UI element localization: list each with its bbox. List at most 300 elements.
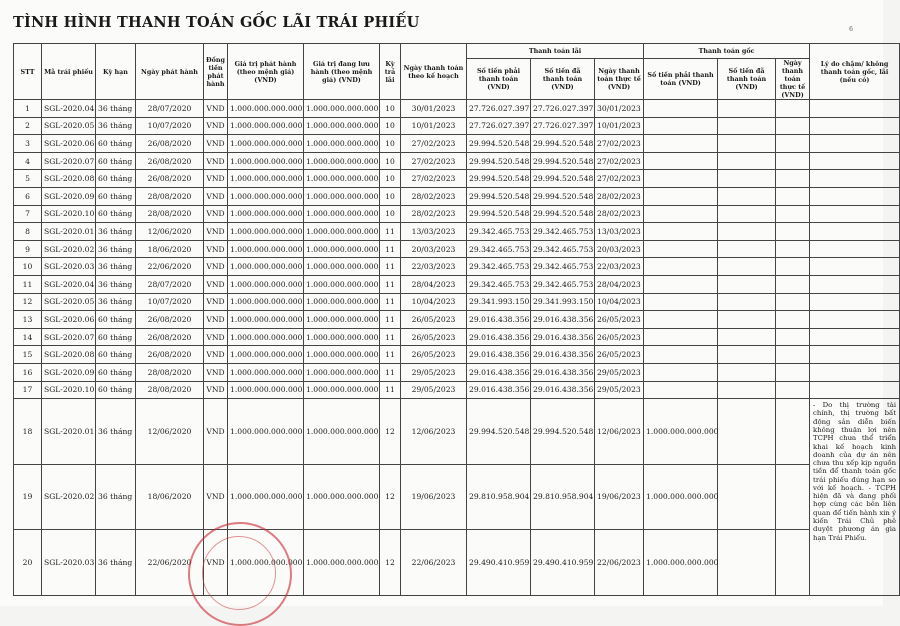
- cell-issue-date: 26/08/2020: [136, 311, 204, 329]
- cell-stt: 8: [14, 223, 42, 241]
- cell-principal-paid: [718, 328, 776, 346]
- cell-currency: VND: [204, 240, 228, 258]
- cell-currency: VND: [204, 223, 228, 241]
- table-row: [14, 275, 900, 293]
- cell-interest-paid: 29.994.520.548: [531, 135, 595, 153]
- cell-reason: [810, 363, 900, 381]
- cell-planned-date: 28/02/2023: [401, 205, 467, 223]
- cell-term: 60 tháng: [96, 381, 136, 399]
- cell-planned-date: 29/05/2023: [401, 381, 467, 399]
- table-row: [14, 170, 900, 188]
- cell-principal-actual-date: [776, 223, 810, 241]
- cell-issue-value: 1.000.000.000.000: [228, 240, 304, 258]
- cell-principal-paid: [718, 311, 776, 329]
- cell-term: 36 tháng: [96, 100, 136, 118]
- table-row: [14, 100, 900, 118]
- cell-stt: 12: [14, 293, 42, 311]
- cell-issue-value: 1.000.000.000.000: [228, 328, 304, 346]
- cell-interest-paid: 29.016.438.356: [531, 311, 595, 329]
- cell-issue-date: 22/06/2020: [136, 530, 204, 596]
- cell-interest-paid: 29.342.465.753: [531, 258, 595, 276]
- cell-period: 11: [380, 363, 401, 381]
- cell-interest-due: 29.994.520.548: [467, 399, 531, 465]
- cell-stt: 14: [14, 328, 42, 346]
- cell-principal-actual-date: [776, 311, 810, 329]
- cell-issue-date: 26/08/2020: [136, 328, 204, 346]
- table-body: [14, 100, 900, 596]
- cell-planned-date: 12/06/2023: [401, 399, 467, 465]
- cell-interest-actual-date: 28/02/2023: [595, 205, 644, 223]
- cell-principal-due: [644, 275, 718, 293]
- cell-code: SGL-2020.01: [42, 223, 96, 241]
- cell-principal-paid: [718, 399, 776, 465]
- cell-interest-paid: 29.490.410.959: [531, 530, 595, 596]
- header-principal-due: Số tiền phải thanh toán (VND): [644, 59, 718, 100]
- cell-interest-actual-date: 27/02/2023: [595, 152, 644, 170]
- cell-principal-paid: [718, 187, 776, 205]
- cell-interest-actual-date: 26/05/2023: [595, 328, 644, 346]
- cell-planned-date: 27/02/2023: [401, 135, 467, 153]
- cell-interest-due: 27.726.027.397: [467, 117, 531, 135]
- cell-principal-due: [644, 381, 718, 399]
- cell-period: 11: [380, 311, 401, 329]
- cell-interest-actual-date: 28/02/2023: [595, 187, 644, 205]
- cell-outstanding: 1.000.000.000.000: [304, 293, 380, 311]
- header-period: Kỳ trả lãi: [380, 44, 401, 100]
- cell-stt: 16: [14, 363, 42, 381]
- cell-interest-paid: 27.726.027.397: [531, 100, 595, 118]
- cell-currency: VND: [204, 346, 228, 364]
- cell-principal-actual-date: [776, 187, 810, 205]
- cell-stt: 6: [14, 187, 42, 205]
- cell-issue-value: 1.000.000.000.000: [228, 293, 304, 311]
- cell-outstanding: 1.000.000.000.000: [304, 187, 380, 205]
- cell-planned-date: 27/02/2023: [401, 170, 467, 188]
- table-row: [14, 328, 900, 346]
- cell-currency: VND: [204, 187, 228, 205]
- cell-code: SGL-2020.06: [42, 311, 96, 329]
- cell-period: 12: [380, 464, 401, 530]
- cell-outstanding: 1.000.000.000.000: [304, 530, 380, 596]
- cell-currency: VND: [204, 293, 228, 311]
- cell-principal-due: [644, 117, 718, 135]
- cell-period: 11: [380, 258, 401, 276]
- cell-term: 36 tháng: [96, 258, 136, 276]
- cell-term: 60 tháng: [96, 187, 136, 205]
- cell-reason: [810, 205, 900, 223]
- cell-term: 60 tháng: [96, 346, 136, 364]
- cell-code: SGL-2020.08: [42, 346, 96, 364]
- cell-stt: 13: [14, 311, 42, 329]
- cell-interest-paid: 29.994.520.548: [531, 187, 595, 205]
- cell-issue-value: 1.000.000.000.000: [228, 223, 304, 241]
- cell-planned-date: 29/05/2023: [401, 363, 467, 381]
- cell-interest-paid: 29.016.438.356: [531, 363, 595, 381]
- cell-interest-actual-date: 10/01/2023: [595, 117, 644, 135]
- cell-stt: 4: [14, 152, 42, 170]
- cell-interest-actual-date: 12/06/2023: [595, 399, 644, 465]
- cell-term: 60 tháng: [96, 152, 136, 170]
- cell-principal-actual-date: [776, 100, 810, 118]
- cell-reason: [810, 328, 900, 346]
- cell-stt: 2: [14, 117, 42, 135]
- cell-outstanding: 1.000.000.000.000: [304, 381, 380, 399]
- cell-code: SGL-2020.05: [42, 117, 96, 135]
- cell-currency: VND: [204, 135, 228, 153]
- cell-principal-actual-date: [776, 117, 810, 135]
- cell-issue-value: 1.000.000.000.000: [228, 346, 304, 364]
- cell-currency: VND: [204, 258, 228, 276]
- page-title: TÌNH HÌNH THANH TOÁN GỐC LÃI TRÁI PHIẾU: [13, 14, 420, 31]
- cell-planned-date: 20/03/2023: [401, 240, 467, 258]
- header-code: Mã trái phiếu: [42, 44, 96, 100]
- table-row: [14, 464, 900, 530]
- company-seal-inner-ring: [202, 536, 276, 610]
- cell-principal-paid: [718, 240, 776, 258]
- cell-principal-paid: [718, 464, 776, 530]
- cell-principal-paid: [718, 152, 776, 170]
- cell-principal-due: 1.000.000.000.000: [644, 399, 718, 465]
- cell-principal-due: [644, 346, 718, 364]
- cell-term: 36 tháng: [96, 223, 136, 241]
- table-row: [14, 135, 900, 153]
- cell-interest-actual-date: 22/06/2023: [595, 530, 644, 596]
- cell-principal-due: [644, 258, 718, 276]
- cell-interest-due: 29.342.465.753: [467, 275, 531, 293]
- cell-reason: [810, 223, 900, 241]
- cell-outstanding: 1.000.000.000.000: [304, 464, 380, 530]
- cell-principal-actual-date: [776, 381, 810, 399]
- cell-issue-value: 1.000.000.000.000: [228, 258, 304, 276]
- cell-reason: [810, 100, 900, 118]
- cell-outstanding: 1.000.000.000.000: [304, 240, 380, 258]
- cell-planned-date: 30/01/2023: [401, 100, 467, 118]
- cell-term: 36 tháng: [96, 240, 136, 258]
- cell-principal-paid: [718, 205, 776, 223]
- cell-outstanding: 1.000.000.000.000: [304, 275, 380, 293]
- cell-principal-paid: [718, 223, 776, 241]
- cell-interest-paid: 29.342.465.753: [531, 240, 595, 258]
- cell-code: SGL-2020.02: [42, 464, 96, 530]
- cell-outstanding: 1.000.000.000.000: [304, 170, 380, 188]
- cell-issue-value: 1.000.000.000.000: [228, 381, 304, 399]
- cell-issue-value: 1.000.000.000.000: [228, 311, 304, 329]
- cell-period: 12: [380, 399, 401, 465]
- header-currency: Đồng tiền phát hành: [204, 44, 228, 100]
- cell-currency: VND: [204, 530, 228, 596]
- table-row: [14, 205, 900, 223]
- cell-reason: [810, 275, 900, 293]
- header-principal-group: Thanh toán gốc: [644, 44, 810, 59]
- cell-term: 36 tháng: [96, 275, 136, 293]
- cell-code: SGL-2020.07: [42, 328, 96, 346]
- cell-period: 11: [380, 346, 401, 364]
- cell-stt: 20: [14, 530, 42, 596]
- table-row: [14, 311, 900, 329]
- cell-principal-actual-date: [776, 293, 810, 311]
- cell-currency: VND: [204, 311, 228, 329]
- cell-reason: [810, 135, 900, 153]
- cell-principal-actual-date: [776, 346, 810, 364]
- cell-stt: 15: [14, 346, 42, 364]
- cell-principal-paid: [718, 117, 776, 135]
- cell-interest-paid: 29.994.520.548: [531, 205, 595, 223]
- cell-issue-date: 22/06/2020: [136, 258, 204, 276]
- cell-principal-paid: [718, 530, 776, 596]
- cell-issue-value: 1.000.000.000.000: [228, 399, 304, 465]
- cell-principal-paid: [718, 135, 776, 153]
- cell-reason: [810, 346, 900, 364]
- cell-currency: VND: [204, 275, 228, 293]
- cell-interest-due: 29.810.958.904: [467, 464, 531, 530]
- cell-period: 10: [380, 135, 401, 153]
- cell-interest-paid: 29.016.438.356: [531, 328, 595, 346]
- cell-interest-actual-date: 19/06/2023: [595, 464, 644, 530]
- header-interest-due: Số tiền phải thanh toán (VND): [467, 59, 531, 100]
- cell-period: 11: [380, 381, 401, 399]
- header-interest-actual-date: Ngày thanh toán thực tế (VND): [595, 59, 644, 100]
- cell-stt: 10: [14, 258, 42, 276]
- cell-issue-date: 10/07/2020: [136, 117, 204, 135]
- cell-term: 36 tháng: [96, 117, 136, 135]
- cell-reason: [810, 258, 900, 276]
- cell-principal-actual-date: [776, 399, 810, 465]
- cell-principal-actual-date: [776, 205, 810, 223]
- cell-code: SGL-2020.04: [42, 275, 96, 293]
- cell-issue-date: 28/08/2020: [136, 205, 204, 223]
- cell-interest-paid: 29.994.520.548: [531, 399, 595, 465]
- cell-term: 60 tháng: [96, 135, 136, 153]
- cell-issue-value: 1.000.000.000.000: [228, 152, 304, 170]
- cell-interest-due: 29.016.438.356: [467, 381, 531, 399]
- cell-currency: VND: [204, 363, 228, 381]
- cell-reason: [810, 152, 900, 170]
- cell-period: 11: [380, 293, 401, 311]
- cell-interest-paid: 29.994.520.548: [531, 170, 595, 188]
- cell-interest-paid: 29.994.520.548: [531, 152, 595, 170]
- cell-currency: VND: [204, 399, 228, 465]
- cell-interest-actual-date: 30/01/2023: [595, 100, 644, 118]
- cell-outstanding: 1.000.000.000.000: [304, 363, 380, 381]
- cell-planned-date: 10/04/2023: [401, 293, 467, 311]
- table-row: [14, 346, 900, 364]
- cell-interest-due: 29.994.520.548: [467, 152, 531, 170]
- cell-interest-paid: 29.016.438.356: [531, 346, 595, 364]
- cell-planned-date: 28/02/2023: [401, 187, 467, 205]
- cell-outstanding: 1.000.000.000.000: [304, 311, 380, 329]
- cell-principal-actual-date: [776, 170, 810, 188]
- cell-planned-date: 26/05/2023: [401, 311, 467, 329]
- table-row: [14, 187, 900, 205]
- cell-principal-due: [644, 170, 718, 188]
- cell-interest-due: 29.341.993.150: [467, 293, 531, 311]
- cell-principal-due: [644, 205, 718, 223]
- cell-principal-paid: [718, 363, 776, 381]
- header-stt: STT: [14, 44, 42, 100]
- cell-reason: [810, 117, 900, 135]
- cell-issue-value: 1.000.000.000.000: [228, 117, 304, 135]
- cell-principal-actual-date: [776, 464, 810, 530]
- header-reason: Lý do chậm/ không thanh toán gốc, lãi (nếu có): [810, 44, 900, 100]
- cell-term: 36 tháng: [96, 464, 136, 530]
- cell-code: SGL-2020.02: [42, 240, 96, 258]
- cell-issue-date: 26/08/2020: [136, 346, 204, 364]
- cell-issue-date: 28/08/2020: [136, 363, 204, 381]
- cell-principal-due: [644, 135, 718, 153]
- cell-principal-paid: [718, 346, 776, 364]
- cell-term: 36 tháng: [96, 399, 136, 465]
- cell-principal-due: [644, 293, 718, 311]
- cell-issue-value: 1.000.000.000.000: [228, 205, 304, 223]
- cell-interest-due: 29.994.520.548: [467, 205, 531, 223]
- company-seal: [188, 522, 292, 626]
- cell-reason: [810, 170, 900, 188]
- cell-period: 10: [380, 117, 401, 135]
- table-row: [14, 223, 900, 241]
- cell-interest-due: 29.016.438.356: [467, 311, 531, 329]
- header-principal-actual-date: Ngày thanh toán thực tế (VND): [776, 59, 810, 100]
- cell-stt: 19: [14, 464, 42, 530]
- cell-term: 60 tháng: [96, 328, 136, 346]
- cell-principal-due: [644, 187, 718, 205]
- cell-interest-actual-date: 29/05/2023: [595, 381, 644, 399]
- cell-reason: [810, 311, 900, 329]
- header-planned-date: Ngày thanh toán theo kế hoạch: [401, 44, 467, 100]
- cell-interest-due: 29.994.520.548: [467, 187, 531, 205]
- cell-issue-date: 18/06/2020: [136, 240, 204, 258]
- cell-issue-date: 26/08/2020: [136, 135, 204, 153]
- cell-period: 10: [380, 187, 401, 205]
- cell-outstanding: 1.000.000.000.000: [304, 135, 380, 153]
- cell-interest-actual-date: 27/02/2023: [595, 170, 644, 188]
- cell-outstanding: 1.000.000.000.000: [304, 100, 380, 118]
- cell-interest-due: 29.994.520.548: [467, 170, 531, 188]
- cell-interest-actual-date: 27/02/2023: [595, 135, 644, 153]
- cell-principal-actual-date: [776, 152, 810, 170]
- cell-outstanding: 1.000.000.000.000: [304, 346, 380, 364]
- cell-planned-date: 26/05/2023: [401, 328, 467, 346]
- cell-interest-actual-date: 28/04/2023: [595, 275, 644, 293]
- table-row: [14, 399, 900, 465]
- header-outstanding: Giá trị đang lưu hành (theo mệnh giá) (VND): [304, 44, 380, 100]
- cell-planned-date: 28/04/2023: [401, 275, 467, 293]
- cell-principal-due: [644, 240, 718, 258]
- cell-stt: 7: [14, 205, 42, 223]
- cell-planned-date: 22/06/2023: [401, 530, 467, 596]
- cell-issue-date: 28/07/2020: [136, 275, 204, 293]
- cell-interest-paid: 29.341.993.150: [531, 293, 595, 311]
- cell-issue-date: 28/08/2020: [136, 381, 204, 399]
- cell-issue-date: 10/07/2020: [136, 293, 204, 311]
- header-issue-date: Ngày phát hành: [136, 44, 204, 100]
- cell-principal-actual-date: [776, 240, 810, 258]
- cell-outstanding: 1.000.000.000.000: [304, 399, 380, 465]
- cell-issue-date: 28/07/2020: [136, 100, 204, 118]
- cell-interest-actual-date: 10/04/2023: [595, 293, 644, 311]
- cell-term: 36 tháng: [96, 530, 136, 596]
- cell-currency: VND: [204, 328, 228, 346]
- cell-principal-actual-date: [776, 275, 810, 293]
- cell-planned-date: 22/03/2023: [401, 258, 467, 276]
- cell-period: 11: [380, 223, 401, 241]
- page-mark: 6: [849, 26, 853, 33]
- cell-currency: VND: [204, 464, 228, 530]
- cell-outstanding: 1.000.000.000.000: [304, 258, 380, 276]
- cell-stt: 5: [14, 170, 42, 188]
- cell-term: 36 tháng: [96, 293, 136, 311]
- cell-term: 60 tháng: [96, 205, 136, 223]
- cell-reason: [810, 381, 900, 399]
- cell-principal-paid: [718, 170, 776, 188]
- cell-principal-actual-date: [776, 328, 810, 346]
- cell-currency: VND: [204, 117, 228, 135]
- cell-term: 60 tháng: [96, 363, 136, 381]
- cell-code: SGL-2020.03: [42, 530, 96, 596]
- cell-outstanding: 1.000.000.000.000: [304, 205, 380, 223]
- cell-principal-paid: [718, 381, 776, 399]
- table-row: [14, 293, 900, 311]
- cell-stt: 18: [14, 399, 42, 465]
- cell-term: 60 tháng: [96, 170, 136, 188]
- cell-code: SGL-2020.04: [42, 100, 96, 118]
- cell-issue-value: 1.000.000.000.000: [228, 170, 304, 188]
- cell-outstanding: 1.000.000.000.000: [304, 223, 380, 241]
- cell-interest-due: 29.016.438.356: [467, 346, 531, 364]
- cell-code: SGL-2020.01: [42, 399, 96, 465]
- cell-interest-due: 27.726.027.397: [467, 100, 531, 118]
- bond-payment-table: [13, 43, 900, 596]
- cell-code: SGL-2020.09: [42, 363, 96, 381]
- cell-planned-date: 26/05/2023: [401, 346, 467, 364]
- cell-issue-value: 1.000.000.000.000: [228, 275, 304, 293]
- cell-reason: [810, 240, 900, 258]
- cell-interest-due: 29.994.520.548: [467, 135, 531, 153]
- cell-interest-paid: 29.016.438.356: [531, 381, 595, 399]
- cell-principal-due: [644, 152, 718, 170]
- cell-currency: VND: [204, 170, 228, 188]
- cell-code: SGL-2020.06: [42, 135, 96, 153]
- cell-interest-due: 29.016.438.356: [467, 363, 531, 381]
- cell-reason: [810, 293, 900, 311]
- cell-period: 11: [380, 240, 401, 258]
- cell-code: SGL-2020.03: [42, 258, 96, 276]
- cell-planned-date: 27/02/2023: [401, 152, 467, 170]
- cell-interest-due: 29.342.465.753: [467, 258, 531, 276]
- header-issue-value: Giá trị phát hành (theo mệnh giá) (VND): [228, 44, 304, 100]
- cell-period: 10: [380, 205, 401, 223]
- cell-period: 11: [380, 328, 401, 346]
- cell-interest-due: 29.016.438.356: [467, 328, 531, 346]
- cell-reason: [810, 187, 900, 205]
- cell-principal-due: 1.000.000.000.000: [644, 464, 718, 530]
- header-interest-group: Thanh toán lãi: [467, 44, 644, 59]
- cell-term: 60 tháng: [96, 311, 136, 329]
- cell-interest-actual-date: 22/03/2023: [595, 258, 644, 276]
- cell-code: SGL-2020.08: [42, 170, 96, 188]
- cell-principal-actual-date: [776, 363, 810, 381]
- cell-planned-date: 19/06/2023: [401, 464, 467, 530]
- cell-principal-paid: [718, 293, 776, 311]
- cell-principal-paid: [718, 275, 776, 293]
- cell-planned-date: 10/01/2023: [401, 117, 467, 135]
- cell-interest-actual-date: 26/05/2023: [595, 311, 644, 329]
- cell-issue-date: 28/08/2020: [136, 187, 204, 205]
- cell-principal-paid: [718, 100, 776, 118]
- header-principal-paid: Số tiền đã thanh toán (VND): [718, 59, 776, 100]
- cell-principal-due: [644, 328, 718, 346]
- cell-principal-due: [644, 311, 718, 329]
- cell-code: SGL-2020.05: [42, 293, 96, 311]
